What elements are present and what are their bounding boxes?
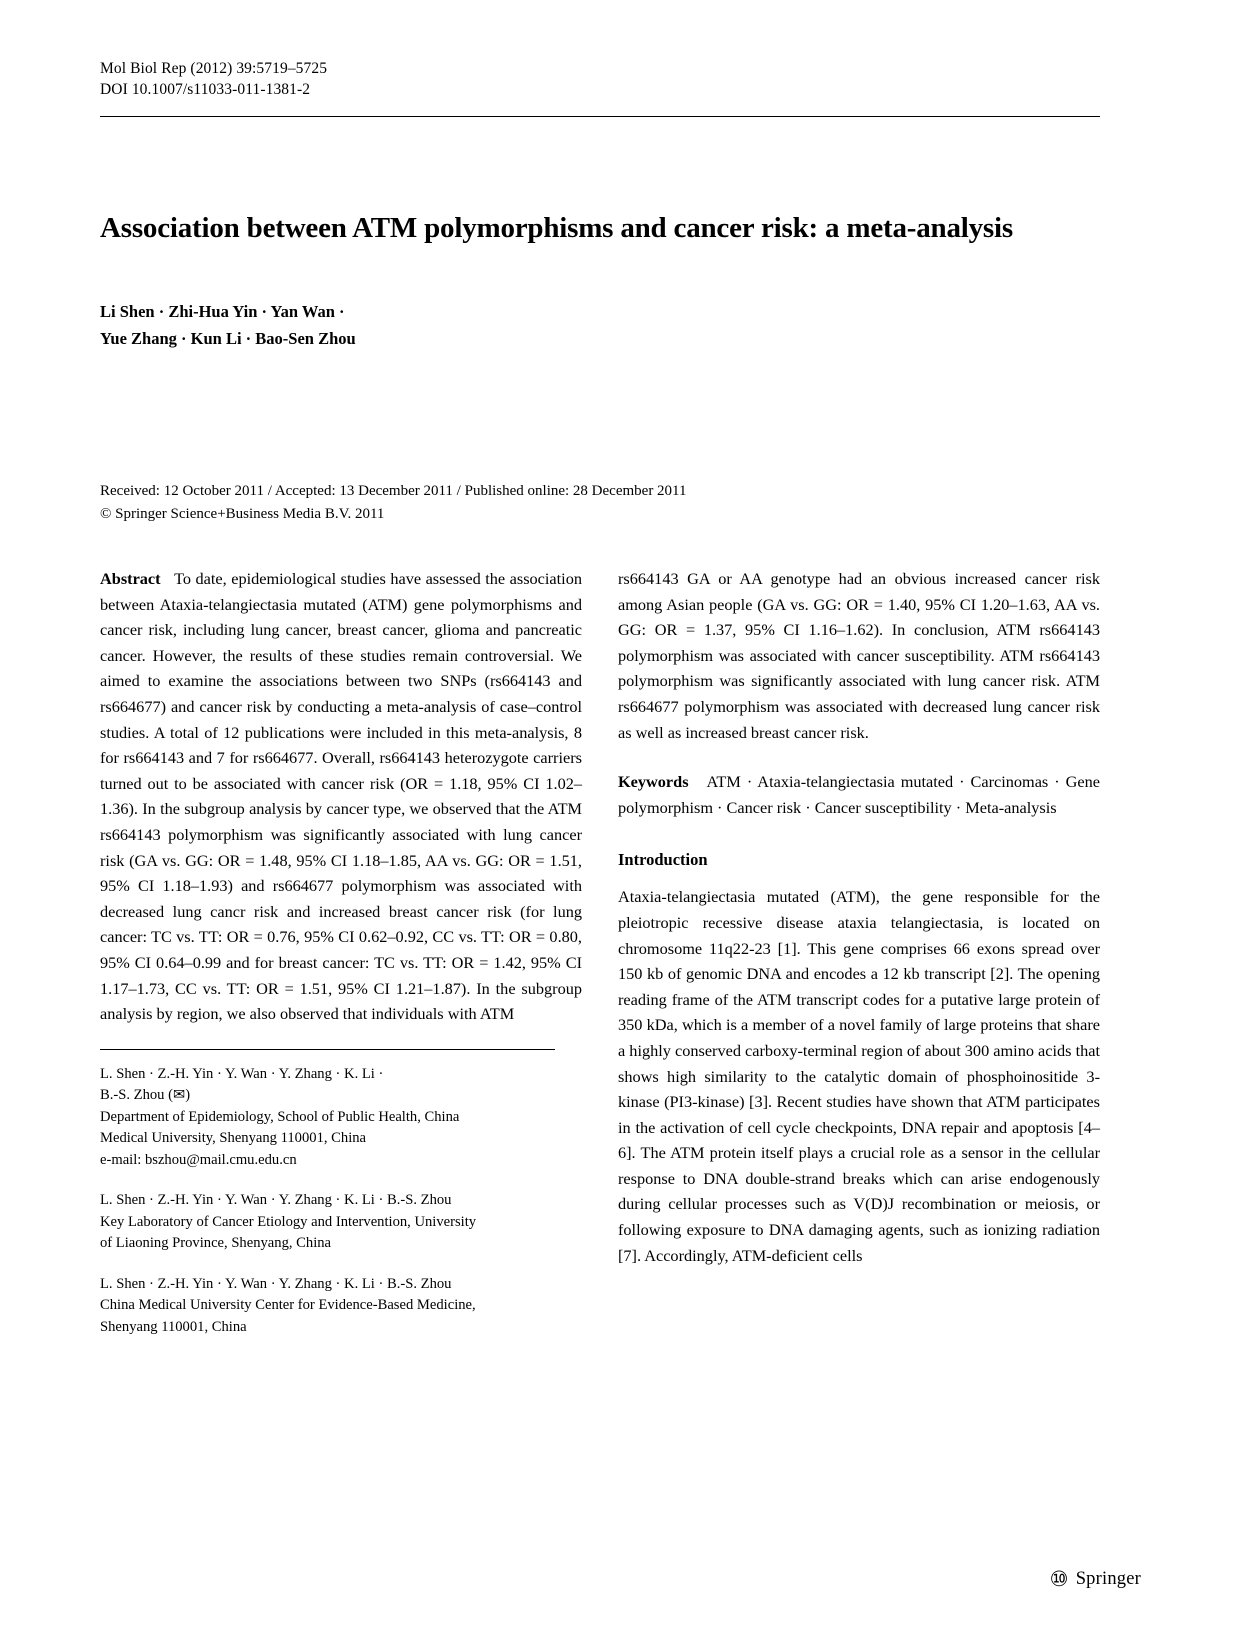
affiliation-1-address-2: Medical University, Shenyang 110001, China: [100, 1130, 367, 1147]
affiliation-2-address-2: of Liaoning Province, Shenyang, China: [100, 1235, 332, 1252]
affiliation-2-address-1: Key Laboratory of Cancer Etiology and Intervention, University: [100, 1213, 477, 1230]
history-dates: Received: 12 October 2011 / Accepted: 13 December 2011 / Published online: 28 December 2011: [100, 483, 687, 499]
left-column: [100, 566, 582, 1357]
affiliation-1-corresponding: B.-S. Zhou (✉): [100, 1087, 191, 1104]
abstract-paragraph: [100, 566, 582, 1027]
author-line-1: Li Shen · Zhi-Hua Yin · Yan Wan ·: [100, 302, 345, 321]
keywords-label: Keywords: [618, 772, 689, 792]
footnote-divider: [100, 1049, 555, 1050]
journal-reference: Mol Biol Rep (2012) 39:5719–5725: [100, 60, 328, 77]
two-column-body: [100, 566, 1100, 1357]
publication-history: [100, 480, 1100, 526]
affiliation-1-authors: L. Shen · Z.-H. Yin · Y. Wan · Y. Zhang · K. Li ·: [100, 1065, 384, 1082]
affiliation-2-authors: L. Shen · Z.-H. Yin · Y. Wan · Y. Zhang · K. Li · B.-S. Zhou: [100, 1192, 452, 1209]
author-line-2: Yue Zhang · Kun Li · Bao-Sen Zhou: [100, 329, 356, 348]
abstract-text-part1: To date, epidemiological studies have assessed the association between Ataxia-telangiectasia mutated (ATM) gene polymorphisms and cancer risk, including lung cancer, breast cancer, glioma and pancreatic cancer. However, the results of these studies remain controversial. We aimed to examine the associations between two SNPs (rs664143 and rs664677) and cancer risk by conducting a meta-analysis of case–control studies. A total of 12 publications were included in this meta-analysis, 8 for rs664143 and 7 for rs664677. Overall, rs664143 heterozygote carriers turned out to be associated with cancer risk (OR = 1.18, 95% CI 1.02–1.36). In the subgroup analysis by cancer type, we observed that the ATM rs664143 polymorphism was significantly associated with lung cancer risk (GA vs. GG: OR = 1.48, 95% CI 1.18–1.85, AA vs. GG: OR = 1.51, 95% CI 1.18–1.93) and rs664677 polymorphism was associated with decreased lung cancr risk and increased breast cancer risk (for lung cancer: TC vs. TT: OR = 0.76, 95% CI 0.62–0.92, CC vs. TT: OR = 0.80, 95% CI 0.64–0.99 and for breast cancer: TC vs. TT: OR = 1.42, 95% CI 1.17–1.73, CC vs. TT: OR = 1.51, 95% CI 1.21–1.87). In the subgroup analysis by region, we also observed that individuals with ATM: [100, 569, 582, 1024]
right-column: [618, 566, 1100, 1357]
keywords-text: ATM · Ataxia-telangiectasia mutated · Carcinomas · Gene polymorphism · Cancer risk · Cancer susceptibility · Meta-analysis: [618, 772, 1100, 817]
section-heading-introduction: Introduction: [618, 850, 708, 870]
affiliation-3-address-1: China Medical University Center for Evidence-Based Medicine,: [100, 1297, 476, 1314]
introduction-paragraph: Ataxia-telangiectasia mutated (ATM), the gene responsible for the pleiotropic recessive disease ataxia telangiectasia, is located on chromosome 11q22-23 [1]. This gene comprises 66 exons spread over 150 kb of genomic DNA and encodes a 12 kb transcript [2]. The opening reading frame of the ATM transcript codes for a putative large protein of 350 kDa, which is a member of a novel family of large proteins that share a highly conserved carboxy-terminal region of about 300 amino acids that shows high similarity to the catalytic domain of phosphoinositide 3-kinase (PI3-kinase) [3]. Recent studies have shown that ATM participates in the activation of cell cycle checkpoints, DNA repair and apoptosis [4–6]. The ATM protein itself plays a crucial role as a sensor in the cellular response to DNA double-strand breaks which can arise endogenously during cellular processes such as V(D)J recombination or meiosis, or following exposure to DNA damaging agents, such as ionizing radiation [7]. Accordingly, ATM-deficient cells: [618, 887, 1100, 1265]
affiliation-1: [100, 1064, 582, 1172]
affiliation-2: [100, 1190, 582, 1255]
author-list: [100, 298, 1100, 352]
affiliations-block: [100, 1064, 582, 1339]
abstract-continued: rs664143 GA or AA genotype had an obvious increased cancer risk among Asian people (GA vs. GG: OR = 1.40, 95% CI 1.20–1.63, AA vs. GG: OR = 1.37, 95% CI 1.16–1.62). In conclusion, ATM rs664143 polymorphism was associated with cancer susceptibility. ATM rs664143 polymorphism was significantly associated with lung cancer risk. ATM rs664677 polymorphism was associated with decreased lung cancer risk as well as increased breast cancer risk.: [618, 569, 1100, 742]
copyright-line: © Springer Science+Business Media B.V. 2011: [100, 506, 385, 522]
affiliation-3: [100, 1274, 582, 1339]
keywords-paragraph: [618, 769, 1100, 820]
abstract-label: Abstract: [100, 569, 161, 588]
affiliation-1-address-1: Department of Epidemiology, School of Public Health, China: [100, 1108, 460, 1125]
page-title: Association between ATM polymorphisms and cancer risk: a meta-analysis: [100, 212, 1013, 244]
page-content: [100, 58, 1100, 1357]
springer-name: Springer: [1075, 1569, 1141, 1589]
publisher-logo: [1050, 1569, 1141, 1590]
doi-line: DOI 10.1007/s11033-011-1381-2: [100, 81, 311, 98]
header-divider: [100, 116, 1100, 117]
affiliation-3-address-2: Shenyang 110001, China: [100, 1318, 247, 1335]
springer-mark-icon: ⑩: [1049, 1567, 1069, 1591]
affiliation-3-authors: L. Shen · Z.-H. Yin · Y. Wan · Y. Zhang · K. Li · B.-S. Zhou: [100, 1275, 452, 1292]
affiliation-1-email[interactable]: e-mail: bszhou@mail.cmu.edu.cn: [100, 1151, 297, 1168]
